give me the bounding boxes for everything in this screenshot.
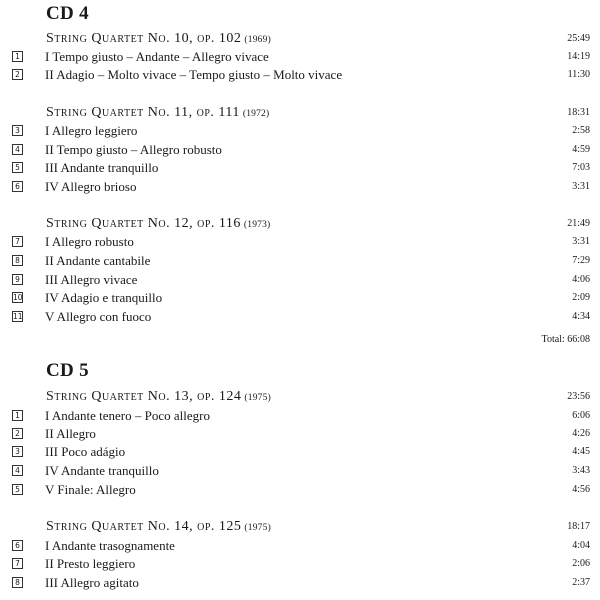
track-title: IV Adagio e tranquillo — [45, 290, 163, 305]
work-heading — [46, 104, 590, 123]
work-heading — [46, 388, 590, 407]
cd-total-duration: Total: 66:08 — [541, 334, 590, 345]
track-number: 8 — [12, 255, 23, 266]
cd-title: CD 5 — [46, 360, 89, 381]
track-row — [12, 308, 590, 326]
cd-title: CD 4 — [46, 3, 89, 24]
track-number: 8 — [12, 577, 23, 588]
track-duration: 4:26 — [572, 428, 590, 439]
track-title: I Allegro leggiero — [45, 123, 138, 138]
work-year: (1972) — [242, 109, 270, 119]
track-duration: 4:45 — [572, 446, 590, 457]
track-row — [12, 574, 590, 592]
track-number: 11 — [13, 312, 23, 321]
work-duration: 21:49 — [567, 218, 590, 229]
track-number: 7 — [12, 236, 23, 247]
track-title: V Allegro con fuoco — [45, 309, 152, 324]
track-row — [12, 425, 590, 443]
track-title: III Poco adágio — [45, 444, 126, 459]
track-duration: 7:03 — [572, 162, 590, 173]
work-year: (1969) — [244, 35, 271, 45]
work-year: (1975) — [244, 393, 271, 403]
track-duration: 4:59 — [572, 144, 590, 155]
track-title: II Tempo giusto – Allegro robusto — [45, 142, 222, 157]
work-title: String Quartet No. 12, op. 116 — [46, 216, 241, 231]
track-title: III Allegro vivace — [45, 272, 138, 287]
track-row — [12, 289, 590, 307]
track-row — [12, 555, 590, 573]
track-duration: 4:06 — [572, 274, 590, 285]
track-number: 2 — [12, 69, 23, 80]
track-duration: 3:43 — [572, 465, 590, 476]
track-number: 10 — [13, 293, 23, 302]
track-row — [12, 48, 590, 66]
track-number: 9 — [12, 274, 23, 285]
track-row — [12, 537, 590, 555]
track-row — [12, 481, 590, 499]
work-duration: 18:31 — [567, 107, 590, 118]
track-title: I Tempo giusto – Andante – Allegro vivace — [45, 49, 269, 64]
track-row — [12, 233, 590, 251]
track-duration: 14:19 — [567, 51, 590, 62]
work-title: String Quartet No. 11, op. 111 — [46, 105, 240, 120]
track-number: 4 — [12, 144, 23, 155]
track-number: 1 — [12, 51, 23, 62]
track-duration: 2:37 — [572, 577, 590, 588]
work-title: String Quartet No. 14, op. 125 — [46, 519, 242, 534]
track-number: 3 — [12, 125, 23, 136]
track-duration: 3:31 — [572, 236, 590, 247]
track-row — [12, 252, 590, 270]
track-number: 5 — [12, 162, 23, 173]
track-title: II Allegro — [45, 426, 96, 441]
track-title: II Presto leggiero — [45, 556, 136, 571]
track-duration: 4:34 — [572, 311, 590, 322]
track-title: II Adagio – Molto vivace – Tempo giusto – Molto vivace — [45, 67, 343, 82]
track-row — [12, 443, 590, 461]
work-heading — [46, 215, 590, 234]
track-title: I Andante tenero – Poco allegro — [45, 408, 210, 423]
track-number: 7 — [12, 558, 23, 569]
work-heading — [46, 30, 590, 49]
track-duration: 2:09 — [572, 292, 590, 303]
track-number: 1 — [12, 410, 23, 421]
work-heading — [46, 518, 590, 537]
work-year: (1975) — [244, 523, 271, 533]
work-title: String Quartet No. 13, op. 124 — [46, 389, 242, 404]
work-year: (1973) — [243, 220, 271, 230]
track-row — [12, 178, 590, 196]
track-duration: 6:06 — [572, 410, 590, 421]
track-duration: 3:31 — [572, 181, 590, 192]
work-duration: 23:56 — [567, 391, 590, 402]
track-title: V Finale: Allegro — [45, 482, 136, 497]
track-title: I Allegro robusto — [45, 234, 134, 249]
track-duration: 2:58 — [572, 125, 590, 136]
track-row — [12, 159, 590, 177]
track-title: III Allegro agitato — [45, 575, 139, 590]
track-row — [12, 66, 590, 84]
track-duration: 4:56 — [572, 484, 590, 495]
track-number: 2 — [12, 428, 23, 439]
track-number: 3 — [12, 446, 23, 457]
track-duration: 2:06 — [572, 558, 590, 569]
track-duration: 7:29 — [572, 255, 590, 266]
track-row — [12, 122, 590, 140]
work-duration: 25:49 — [567, 33, 590, 44]
track-row — [12, 407, 590, 425]
track-title: IV Andante tranquillo — [45, 463, 159, 478]
track-duration: 4:04 — [572, 540, 590, 551]
track-title: IV Allegro brioso — [45, 179, 137, 194]
track-row — [12, 271, 590, 289]
track-title: I Andante trasognamente — [45, 538, 175, 553]
track-number: 6 — [12, 181, 23, 192]
track-title: II Andante cantabile — [45, 253, 151, 268]
track-number: 6 — [12, 540, 23, 551]
work-duration: 18:17 — [567, 521, 590, 532]
work-title: String Quartet No. 10, op. 102 — [46, 31, 242, 46]
track-number: 5 — [12, 484, 23, 495]
track-duration: 11:30 — [567, 69, 590, 80]
track-row — [12, 462, 590, 480]
track-number: 4 — [12, 465, 23, 476]
track-title: III Andante tranquillo — [45, 160, 159, 175]
track-row — [12, 141, 590, 159]
